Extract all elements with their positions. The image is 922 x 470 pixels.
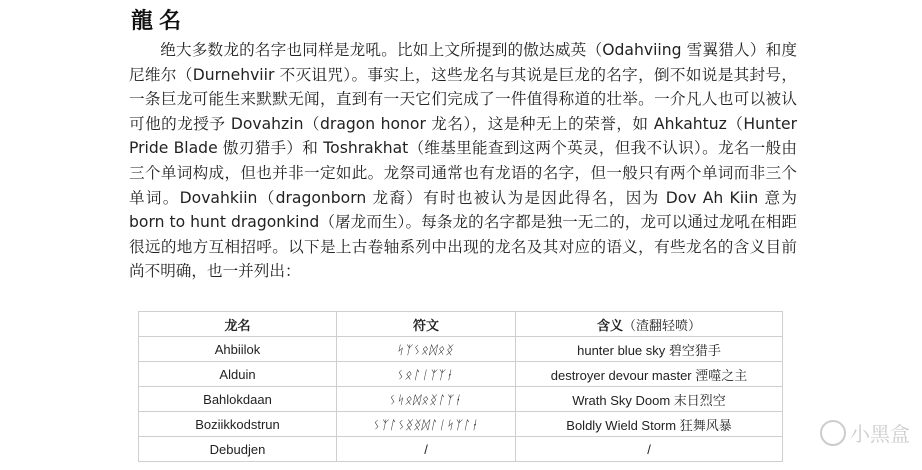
section-heading: 龍名 xyxy=(131,8,188,34)
watermark xyxy=(820,418,910,447)
table-header-row xyxy=(139,312,783,337)
header-meaning xyxy=(516,312,783,337)
cell-dragon-name: Debudjen xyxy=(139,437,337,462)
dragon-script-glyphs: ᛊᛟᛚᛁᛉᛉᛂ xyxy=(395,367,457,382)
cell-dragon-name: Alduin xyxy=(139,362,337,387)
table-row xyxy=(139,362,783,387)
watermark-text: 小黑盒 xyxy=(850,422,910,446)
cell-glyph xyxy=(337,412,516,437)
cell-glyph: / xyxy=(337,437,516,462)
cell-meaning: Wrath Sky Doom 末日烈空 xyxy=(516,387,783,412)
table-row xyxy=(139,437,783,462)
cell-dragon-name: Boziikkodstrun xyxy=(139,412,337,437)
cell-meaning: Boldly Wield Storm 狂舞风暴 xyxy=(516,412,783,437)
dragon-script-glyphs: ᛊᛉᛚᛊᛝᛝᛞᛚᛁᛋᛉᛚᛂ xyxy=(371,417,481,432)
cell-meaning: hunter blue sky 碧空猎手 xyxy=(516,337,783,362)
dragon-names-table xyxy=(138,311,783,462)
header-meaning-label: 含义 xyxy=(596,317,623,333)
header-name: 龙名 xyxy=(139,312,337,337)
cell-meaning: destroyer devour master 湮噬之主 xyxy=(516,362,783,387)
table-row xyxy=(139,387,783,412)
cell-dragon-name: Bahlokdaan xyxy=(139,387,337,412)
article-body xyxy=(129,38,797,284)
cell-glyph xyxy=(337,337,516,362)
body-paragraph: 绝大多数龙的名字也同样是龙吼。比如上文所提到的傲达威英（Odahviing 雪翼猎人）和度尼维尔（Durnehviir 不灭诅咒）。事实上，这些龙名与其说是巨龙的名字，倒不如说是其封号，一条巨龙可能生来默默无闻，直到有一天它们完成了一件值得称道的壮举。一介凡人也可以被认可他的龙授予 Dovahzin（dragon honor 龙名），这是种无上的荣誉，如 Ahkahtuz（Hunter Pride Blade 傲刃猎手）和 Toshrakhat（维基里能查到这两个英灵，但我不认识）。龙名一般由三个单词构成，但也并非一定如此。龙祭司通常也有龙语的名字，但一般只有两个单词而非三个单词。Dovahkiin（dragonborn 龙裔）有时也被认为是因此得名，因为 Dov Ah Kiin 意为 born to hunt dragonkind（屠龙而生）。每条龙的名字都是独一无二的，龙可以通过龙吼在相距很远的地方互相招呼。以下是上古卷轴系列中出现的龙名及其对应的语义，有些龙名的含义目前尚不明确，也一并列出： xyxy=(129,41,797,281)
cell-glyph xyxy=(337,387,516,412)
table-row xyxy=(139,337,783,362)
table-row xyxy=(139,412,783,437)
cell-meaning: / xyxy=(516,437,783,462)
cell-dragon-name: Ahbiilok xyxy=(139,337,337,362)
dragon-script-glyphs: ᛋᛉᛊᛟᛞᛟᛝ xyxy=(395,342,457,357)
header-meaning-note: （渣翻轻喷） xyxy=(623,317,702,333)
header-glyph: 符文 xyxy=(337,312,516,337)
cell-glyph xyxy=(337,362,516,387)
heybox-logo-icon xyxy=(820,420,846,446)
dragon-script-glyphs: ᛊᛋᛟᛞᛟᛝᛚᛉᛂ xyxy=(387,392,465,407)
